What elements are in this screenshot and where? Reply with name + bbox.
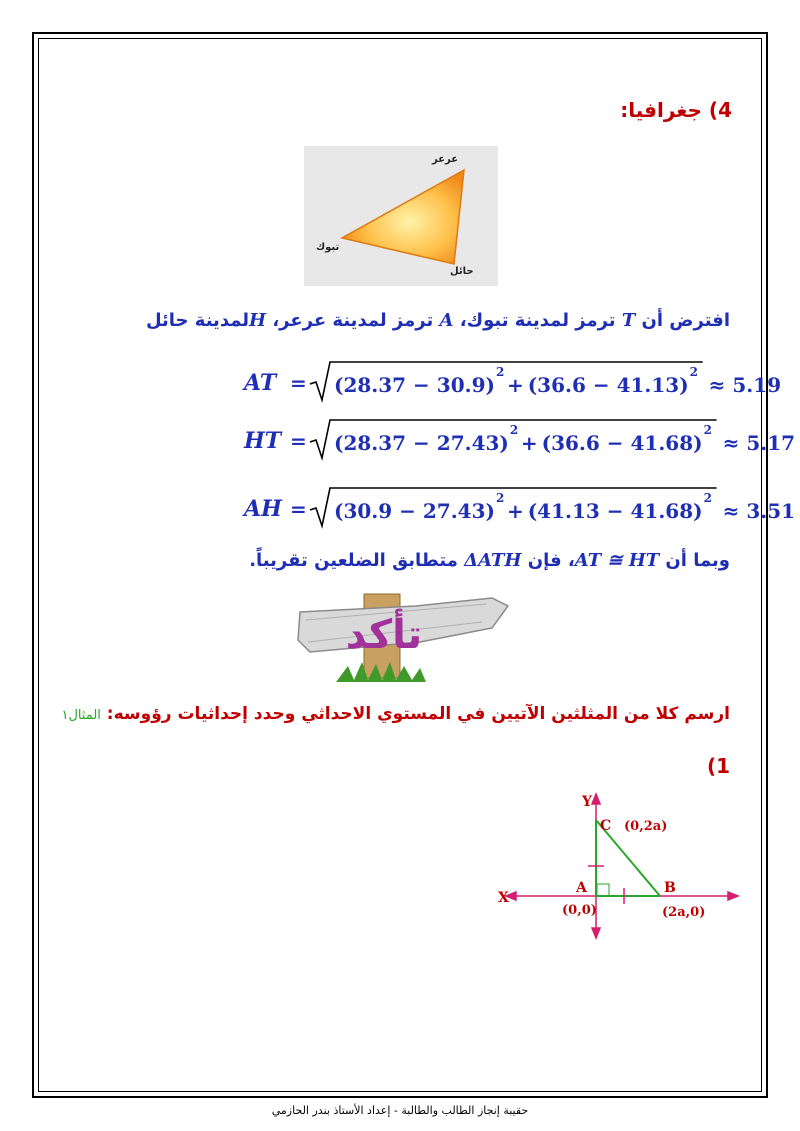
y-axis-label: Y (582, 794, 592, 810)
congruence-expression: AT ≅ HT (574, 550, 660, 571)
triangle-shape (304, 146, 498, 286)
vertex-c-label: C (600, 818, 612, 834)
plus-sign: + (506, 499, 524, 523)
var-H: H (249, 310, 267, 331)
conclusion-text (249, 550, 730, 571)
vertex-a-label: A (576, 880, 587, 896)
vertex-c-coord: (0,2a) (624, 819, 668, 834)
exponent-2: 2 (703, 423, 712, 437)
squared-term-2: (36.6 − 41.68) (541, 431, 703, 455)
banner-label: تأكد (345, 612, 423, 658)
equals-sign: = (290, 429, 307, 453)
exponent-1: 2 (495, 365, 505, 379)
assumption-part: ترمز لمدينة تبوك، (453, 310, 622, 331)
section-title: 4) جغرافيا: (620, 98, 732, 122)
var-A: A (439, 310, 454, 331)
assumption-part: لمدينة حائل (145, 310, 250, 331)
city-label-tabuk: تبوك (316, 242, 340, 253)
squared-term-2: (36.6 − 41.13) (527, 373, 689, 397)
triangle-expression: ΔATH (464, 550, 522, 571)
x-axis-label: X (498, 890, 509, 906)
city-label-arar: عرعر (432, 154, 459, 165)
equation-lhs: HT (244, 428, 282, 454)
triangle-map-figure (304, 146, 498, 286)
exercise-number: (1 (706, 754, 730, 778)
equals-sign: = (290, 371, 307, 395)
instruction-main: ارسم كلا من المثلثين الآتيين في المستوي الاحداثي وحدد إحداثيات رؤوسه: (100, 704, 730, 724)
conclusion-part: وبما أن (659, 550, 730, 571)
vertex-b-label: B (664, 880, 676, 896)
approx-result: ≈ 5.19 (708, 373, 782, 397)
instruction-text (61, 704, 730, 724)
assumption-text (146, 310, 730, 331)
squared-term-2: (41.13 − 41.68) (527, 499, 703, 523)
exponent-1: 2 (495, 491, 505, 505)
conclusion-part: متطابق الضلعين تقريباً. (249, 550, 465, 571)
equals-sign: = (290, 497, 307, 521)
distance-equation-at (244, 360, 782, 406)
equation-lhs: AT (244, 370, 277, 396)
coordinate-triangle-figure (494, 790, 738, 940)
distance-equation-ht (244, 418, 796, 464)
vertex-a-coord: (0,0) (562, 903, 597, 918)
squared-term-1: (28.37 − 27.43) (334, 431, 509, 455)
page-footer: حقيبة إنجاز الطالب والطالبة - إعداد الأستاذ بندر الحازمي (271, 1104, 529, 1117)
plus-sign: + (506, 373, 524, 397)
plus-sign: + (520, 431, 538, 455)
distance-equation-ah (244, 486, 796, 532)
assumption-part: افترض أن (635, 310, 730, 331)
approx-result: ≈ 5.17 (722, 431, 796, 455)
check-banner (296, 592, 510, 684)
vertex-b-coord: (2a,0) (662, 905, 706, 920)
city-label-hail: حائل (450, 266, 474, 277)
example-reference: المثال١ (61, 708, 101, 723)
exponent-2: 2 (703, 491, 712, 505)
squared-term-1: (30.9 − 27.43) (334, 499, 495, 523)
exponent-2: 2 (689, 365, 699, 379)
conclusion-part: ، فإن (521, 550, 575, 571)
wooden-sign-icon (296, 592, 510, 684)
exponent-1: 2 (509, 423, 519, 437)
approx-result: ≈ 3.51 (722, 499, 796, 523)
assumption-part: ترمز لمدينة عرعر، (266, 310, 440, 331)
equation-lhs: AH (244, 496, 282, 522)
var-T: T (621, 310, 636, 331)
squared-term-1: (28.37 − 30.9) (334, 373, 495, 397)
coordinate-plane (494, 790, 738, 940)
